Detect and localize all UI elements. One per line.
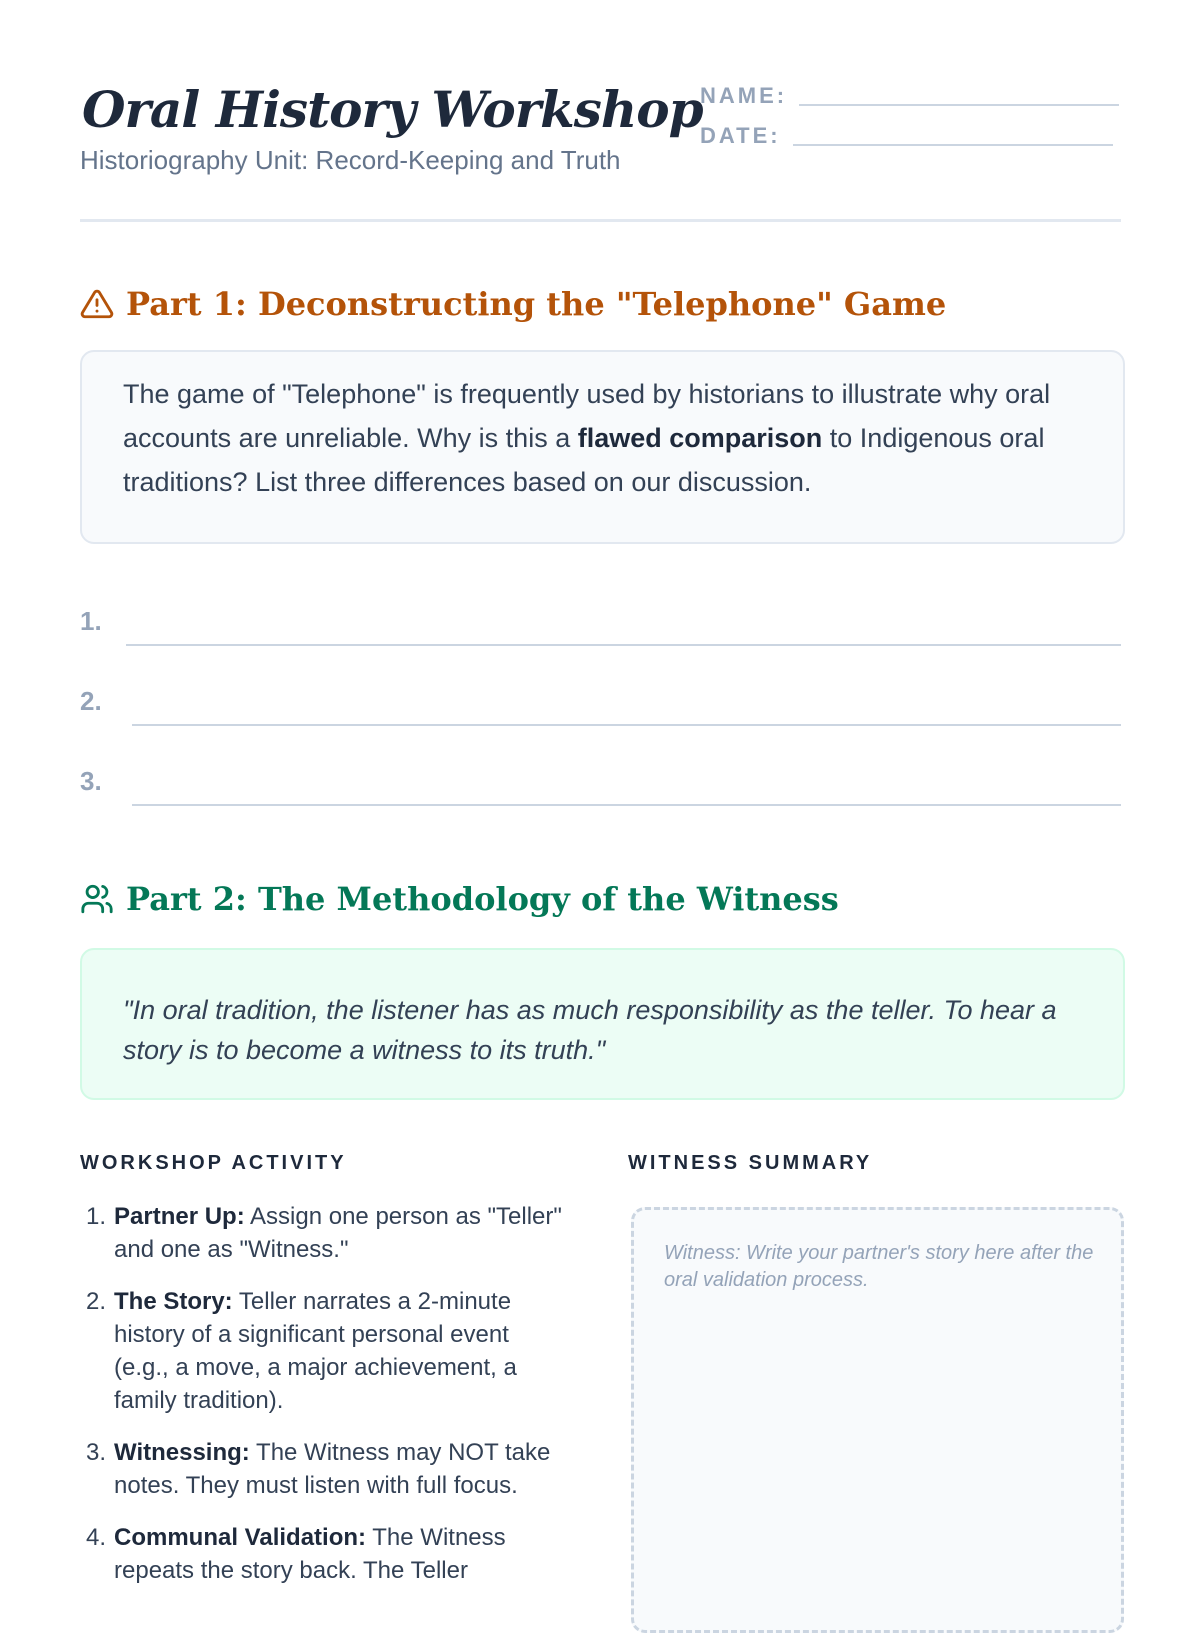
step-label: Communal Validation: — [114, 1524, 367, 1551]
answer-line-2[interactable] — [80, 686, 1121, 726]
prompt-text-emphasis: flawed comparison — [577, 423, 823, 453]
date-label: DATE: — [700, 123, 781, 148]
witness-summary-field[interactable] — [631, 1207, 1124, 1633]
answer-line-3[interactable] — [80, 766, 1121, 806]
name-label: NAME: — [700, 83, 788, 108]
answer-rule — [126, 644, 1121, 646]
date-field-line[interactable] — [793, 142, 1113, 146]
header-divider — [80, 219, 1121, 222]
list-item — [82, 1285, 567, 1417]
witness-quote: "In oral tradition, the listener has as much responsibility as the teller. To hear a story is to become a witness to its truth." — [123, 995, 1057, 1065]
step-number: 3. — [86, 1439, 107, 1466]
list-item — [82, 1436, 567, 1502]
step-label: The Story: — [114, 1288, 233, 1315]
list-item — [82, 1521, 567, 1587]
answer-line-1[interactable] — [80, 606, 1121, 646]
part2-title: Part 2: The Methodology of the Witness — [126, 880, 839, 918]
step-label: Partner Up: — [114, 1203, 245, 1230]
name-field-row — [700, 83, 1119, 109]
step-label: Witnessing: — [114, 1439, 250, 1466]
date-field-row — [700, 123, 1113, 149]
answer-number: 3. — [80, 766, 102, 796]
witness-quote-box — [80, 948, 1125, 1100]
answer-rule — [132, 804, 1121, 806]
step-text: Teller narrates a 2-minute history of a significant personal event (e.g., a move, a major achievement, a family tradition). — [114, 1288, 517, 1414]
answer-number: 2. — [80, 686, 102, 716]
activity-steps — [82, 1200, 567, 1606]
worksheet-title: Oral History Workshop — [82, 80, 703, 139]
part1-title: Part 1: Deconstructing the "Telephone" Game — [126, 285, 947, 323]
summary-placeholder: Witness: Write your partner's story here after the oral validation process. — [664, 1242, 1094, 1291]
part1-heading — [80, 285, 946, 323]
warning-triangle-icon — [80, 287, 114, 321]
step-text: The Witness repeats the story back. The Teller — [114, 1524, 506, 1584]
list-item — [82, 1200, 567, 1266]
part2-heading — [80, 880, 839, 918]
step-number: 4. — [86, 1524, 107, 1551]
step-number: 2. — [86, 1288, 107, 1315]
step-number: 1. — [86, 1203, 107, 1230]
worksheet-subtitle: Historiography Unit: Record-Keeping and Truth — [80, 145, 621, 175]
answer-number: 1. — [80, 606, 102, 636]
part1-prompt-box — [80, 350, 1125, 544]
prompt-text-end: to Indigenous oral traditions? List three differences based on our discussion. — [123, 423, 1045, 497]
activity-heading: WORKSHOP ACTIVITY — [80, 1152, 347, 1174]
step-text: Assign one person as "Teller" and one as "Witness." — [114, 1203, 562, 1263]
summary-heading: WITNESS SUMMARY — [628, 1152, 873, 1174]
name-field-line[interactable] — [799, 102, 1119, 106]
step-text: The Witness may NOT take notes. They must listen with full focus. — [114, 1439, 551, 1499]
answer-rule — [132, 724, 1121, 726]
users-icon — [80, 882, 114, 916]
prompt-text-start: The game of "Telephone" is frequently used by historians to illustrate why oral accounts are unreliable. Why is this a — [123, 379, 1051, 453]
